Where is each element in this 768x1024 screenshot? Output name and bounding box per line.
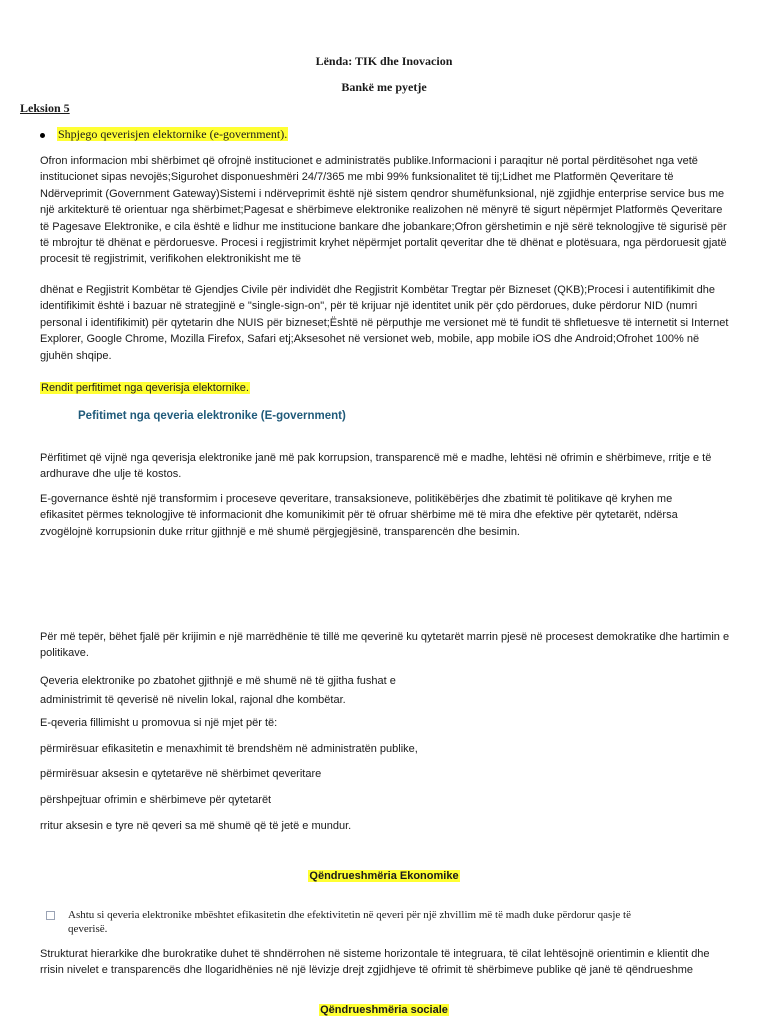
benefits-paragraph-2: E-governance është një transformim i proceseve qeveritare, transaksioneve, politikëbërjes dhe zbatimit të politikave që kryhen me efikasitet përmes teknologjive të informacionit dhe komunikimit për të ofruar shërbime më të mira dhe efektive për qytetarët, ndërsa zvogëlojnë korrupsionin duke rritur gjithnjë e më shumë përgjegjësinë, transparencën dhe besimin. bbox=[40, 493, 678, 538]
answer-1-part-2: dhënat e Regjistrit Kombëtar të Gjendjes Civile për individët dhe Regjistrit Kombëtar Tregtar për Bizneset (QKB);Procesi i autentifikimit dhe identifikimit është i bazuar në strategjinë e "single-sign-on", për të krijuar një identitet unik për çdo përdorues, duke përdorur NID (numri personal i identifikimit) për qytetarin dhe NUIS për bizneset;Është në përputhje me versionet më të fundit të shfletuesve të internetit si Internet Explorer, Google Chrome, Mozilla Firefox, Safari etj;Aksesohet në versionet web, mobile, app mobile iOS dhe Android;Ofrohet 100% në gjuhën shqipe. bbox=[40, 284, 729, 362]
economic-bullet-text: Ashtu si qeveria elektronike mbështet efikasitetin dhe efektivitetin në qeveri për një zhvillim më të madh duke përdorur qasje të qeverisë. bbox=[68, 909, 631, 935]
question-1-text: Shpjego qeverisjen elektornike (e-government). bbox=[58, 127, 288, 141]
economic-sustainability-heading-text: Qëndrueshmëria Ekonomike bbox=[309, 870, 459, 882]
benefits-line-1: Qeveria elektronike po zbatohet gjithnjë e më shumë në të gjitha fushat e bbox=[40, 675, 396, 687]
benefits-line-2: administrimit të qeverisë në nivelin lokal, rajonal dhe kombëtar. bbox=[40, 694, 346, 706]
social-sustainability-heading bbox=[0, 1004, 768, 1016]
question-1 bbox=[40, 127, 288, 142]
benefits-subheading: Pefitimet nga qeveria elektronike (E-government) bbox=[78, 410, 346, 422]
social-sustainability-heading-text: Qëndrueshmëria sociale bbox=[320, 1004, 448, 1016]
square-bullet-icon bbox=[46, 911, 55, 920]
question-2 bbox=[40, 380, 250, 396]
answer-1-part-1: Ofron informacion mbi shërbimet që ofrojnë institucionet e administratës publike.Informacioni i paraqitur në portal përditësohet nga vetë institucionet sipas nevojës;Sigurohet disponueshmëri 24/7/365 me mbi 99% funksionalitet të tij;Lidhet me Platformën Qeveritare të Ndërveprimit (Government Gateway)Sistemi i ndërveprimit është një sistem qendror shumëfunksional, një zgjidhje enterprise service bus me një arkitekturë të orientuar nga shërbimet;Pagesat e shërbimeve elektronike realizohen në mënyrë të sigurt nëpërmjet Platformës Qeveritare të Pagesave Elektronike, e cila është e lidhur me institucione bankare dhe jobankare;Ofron gërshetimin e një sërë teknologjive të sigurisë për të mbrojtur të dhënat e përdoruesve. Procesi i regjistrimit kryhet nëpërmjet portalit qeveritar dhe të dhënat e plotësuara, nga përdoruesit gjatë procesit të regjistrimit, verifikohen elektronikisht me të bbox=[40, 155, 727, 266]
benefits-line-7: rritur aksesin e tyre në qeveri sa më shumë që të jetë e mundur. bbox=[40, 820, 352, 832]
lesson-heading: Leksion 5 bbox=[20, 101, 70, 115]
economic-paragraph: Strukturat hierarkike dhe burokratike duhet të shndërrohen në sisteme horizontale të integruara, të cilat lehtësojnë orientimin e klientit dhe rrisin nivelet e transparencës dhe llogaridhënies në një lëvizje drejt zgjidhjeve të ofrimit të shërbimeve publike që janë të qëndrueshme bbox=[40, 948, 710, 977]
benefits-paragraph-1: Përfitimet që vijnë nga qeverisja elektronike janë më pak korrupsion, transparencë më e madhe, lehtësi në ofrimin e shërbimeve, rritje e të ardhurave dhe ulje të kostos. bbox=[40, 452, 712, 481]
bullet-icon bbox=[40, 133, 45, 138]
question-2-text: Rendit perfitimet nga qeverisja elektornike. bbox=[41, 382, 249, 394]
benefits-line-5: përmirësuar aksesin e qytetarëve në shërbimet qeveritare bbox=[40, 768, 322, 780]
benefits-line-6: përshpejtuar ofrimin e shërbimeve për qytetarët bbox=[40, 794, 272, 806]
benefits-line-4: përmirësuar efikasitetin e menaxhimit të brendshëm në administratën publike, bbox=[40, 743, 418, 755]
document-type: Bankë me pyetje bbox=[341, 80, 427, 94]
benefits-line-3: E-qeveria fillimisht u promovua si një mjet për të: bbox=[40, 717, 278, 729]
economic-sustainability-heading bbox=[0, 870, 768, 882]
subject-title: Lënda: TIK dhe Inovacion bbox=[315, 54, 453, 68]
benefits-paragraph-3: Për më tepër, bëhet fjalë për krijimin e një marrëdhënie të tillë me qeverinë ku qytetarët marrin pjesë në procesest demokratike dhe hartimin e politikave. bbox=[40, 631, 730, 660]
